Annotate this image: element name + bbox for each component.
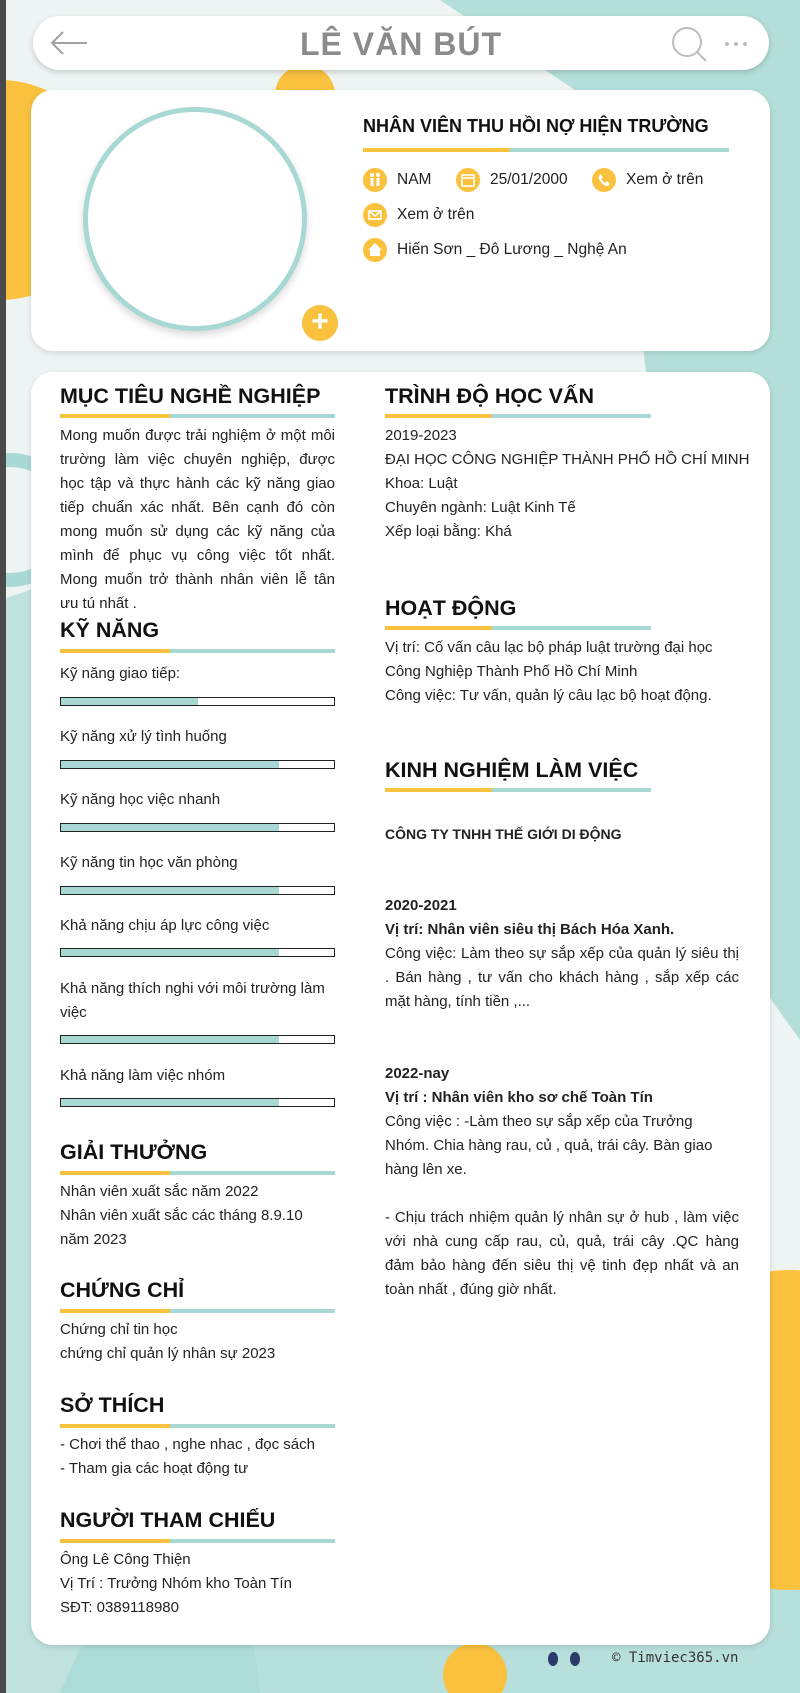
page-dot[interactable] <box>548 1652 558 1666</box>
email-value: Xem ở trên <box>397 206 475 223</box>
avatar[interactable] <box>83 107 329 338</box>
birthday-row <box>456 168 568 192</box>
skill-bar <box>60 948 335 957</box>
education-faculty: Khoa: Luật <box>385 475 458 492</box>
activities-underline <box>385 626 651 630</box>
award-item: Nhân viên xuất sắc năm 2022 <box>60 1183 259 1200</box>
education-title: TRÌNH ĐỘ HỌC VẤN <box>385 384 595 408</box>
skills-title: KỸ NĂNG <box>60 618 160 642</box>
job-title: NHÂN VIÊN THU HỒI NỢ HIỆN TRƯỜNG <box>363 116 709 136</box>
certificates-underline <box>60 1309 335 1313</box>
calendar-icon <box>456 168 480 192</box>
hobbies-title: SỞ THÍCH <box>60 1393 165 1417</box>
candidate-name: LÊ VĂN BÚT <box>300 26 502 62</box>
page-indicator <box>548 1652 592 1671</box>
hobby-item: - Chơi thể thao , nghe nhac , đọc sách <box>60 1436 315 1453</box>
title-underline <box>363 148 729 152</box>
skill-label: Khả năng làm việc nhóm <box>60 1067 226 1084</box>
reference-position: Vị Trí : Trưởng Nhóm kho Toàn Tín <box>60 1575 292 1592</box>
hobbies-underline <box>60 1424 335 1428</box>
hobby-item: - Tham gia các hoạt động tư <box>60 1460 249 1477</box>
experience-title: KINH NGHIỆM LÀM VIỆC <box>385 758 639 782</box>
skill-bar <box>60 1035 335 1044</box>
skill-label: Khả năng thích nghi với môi trường làm việc <box>60 980 325 1021</box>
job2-period: 2022-nay <box>385 1065 450 1082</box>
activity-line: Vị trí: Cố vấn câu lạc bộ pháp luật trường đại học <box>385 639 713 656</box>
address-value: Hiến Sơn _ Đô Lương _ Nghệ An <box>397 241 627 258</box>
skill-label: Kỹ năng xử lý tình huống <box>60 728 227 745</box>
activity-line: Công Nghiệp Thành Phố Hồ Chí Minh <box>385 663 638 680</box>
activities-title: HOẠT ĐỘNG <box>385 596 517 620</box>
education-grade: Xếp loại bằng: Khá <box>385 523 512 540</box>
skill-label: Kỹ năng học việc nhanh <box>60 791 221 808</box>
education-years: 2019-2023 <box>385 427 457 444</box>
skill-bar <box>60 823 335 832</box>
references-title: NGƯỜI THAM CHIẾU <box>60 1508 276 1532</box>
references-underline <box>60 1539 335 1543</box>
objective-underline <box>60 414 335 418</box>
gender-row <box>363 168 431 192</box>
phone-value: Xem ở trên <box>626 171 704 188</box>
birthday-value: 25/01/2000 <box>490 171 568 188</box>
search-icon[interactable] <box>669 24 709 64</box>
skill-fill <box>61 1099 279 1106</box>
profile-card <box>31 90 770 351</box>
job1-position: Vị trí: Nhân viên siêu thị Bách Hóa Xanh. <box>385 921 675 938</box>
job1-period: 2020-2021 <box>385 897 457 914</box>
skills-underline <box>60 649 335 653</box>
skill-fill <box>61 887 279 894</box>
objective-title: MỤC TIÊU NGHỀ NGHIỆP <box>60 384 321 408</box>
address-row <box>363 238 627 262</box>
education-underline <box>385 414 651 418</box>
copyright-text: © Timviec365.vn <box>612 1650 739 1666</box>
skill-bar <box>60 760 335 769</box>
email-icon <box>363 203 387 227</box>
skill-bar <box>60 886 335 895</box>
awards-underline <box>60 1171 335 1175</box>
home-icon <box>363 238 387 262</box>
skill-fill <box>61 949 279 956</box>
certificate-item: chứng chỉ quản lý nhân sự 2023 <box>60 1345 276 1362</box>
avatar-photo <box>96 120 294 318</box>
skill-bar <box>60 1098 335 1107</box>
skill-label: Kỹ năng giao tiếp: <box>60 665 181 682</box>
add-photo-icon[interactable]: + <box>302 305 338 341</box>
job1-description: Công việc: Làm theo sự sắp xếp của quản lý siêu thị . Bán hàng , tư vấn cho khách hàng , sắp xếp các mặt hàng, tính tiền ,... <box>385 945 739 1010</box>
job2-responsibilities: - Chịu trách nhiệm quản lý nhân sự ở hub , làm việc với nhà cung cấp rau, củ, quả, trái cây .QC hàng đảm bảo hàng đến siêu thị vệ tinh đẹp nhất và an toàn nhất , đúng giờ nhất. <box>385 1209 739 1298</box>
skill-fill <box>61 761 279 768</box>
experience-underline <box>385 788 651 792</box>
page-dot[interactable] <box>570 1652 580 1666</box>
education-major: Chuyên ngành: Luật Kinh Tế <box>385 499 576 516</box>
skill-fill <box>61 824 279 831</box>
skill-label: Kỹ năng tin học văn phòng <box>60 854 238 871</box>
skill-label: Khả năng chịu áp lực công việc <box>60 917 270 934</box>
skill-bar <box>60 697 335 706</box>
gender-icon <box>363 168 387 192</box>
education-school: ĐẠI HỌC CÔNG NGHIỆP THÀNH PHỐ HỒ CHÍ MINH <box>385 451 750 468</box>
header-bar <box>33 16 769 70</box>
email-row <box>363 203 474 227</box>
more-options-icon[interactable] <box>723 34 749 54</box>
certificates-title: CHỨNG CHỈ <box>60 1278 185 1302</box>
company-name: CÔNG TY TNHH THẾ GIỚI DI ĐỘNG <box>385 826 622 842</box>
reference-name: Ông Lê Công Thiện <box>60 1551 191 1568</box>
activity-line: Công việc: Tư vấn, quản lý câu lạc bộ hoạt động. <box>385 687 712 704</box>
gender-value: NAM <box>397 171 432 188</box>
awards-title: GIẢI THƯỞNG <box>60 1140 208 1164</box>
skill-fill <box>61 698 198 705</box>
job2-description: Công việc : -Làm theo sự sắp xếp của Trưởng Nhóm. Chia hàng rau, củ , quả, trái cây. Bàn giao hàng lên xe. <box>385 1113 713 1178</box>
certificate-item: Chứng chỉ tin học <box>60 1321 178 1338</box>
job2-position: Vị trí : Nhân viên kho sơ chế Toàn Tín <box>385 1089 653 1106</box>
resume-main-card <box>31 372 770 1645</box>
objective-text: Mong muốn được trải nghiệm ở một môi trường làm việc chuyên nghiệp, được học tập và thực hành các kỹ năng giao tiếp chuẩn xác nhất. Bên cạnh đó còn mong muốn sử dụng các kỹ năng của mình để phục vụ công việc tốt nhất. Mong muốn trở thành nhân viên lễ tân ưu tú nhất . <box>60 427 335 612</box>
award-item: Nhân viên xuất sắc các tháng 8.9.10 năm 2023 <box>60 1207 303 1248</box>
skill-fill <box>61 1036 279 1043</box>
phone-icon <box>592 168 616 192</box>
phone-row <box>592 168 703 192</box>
reference-phone: SĐT: 0389118980 <box>60 1599 179 1616</box>
